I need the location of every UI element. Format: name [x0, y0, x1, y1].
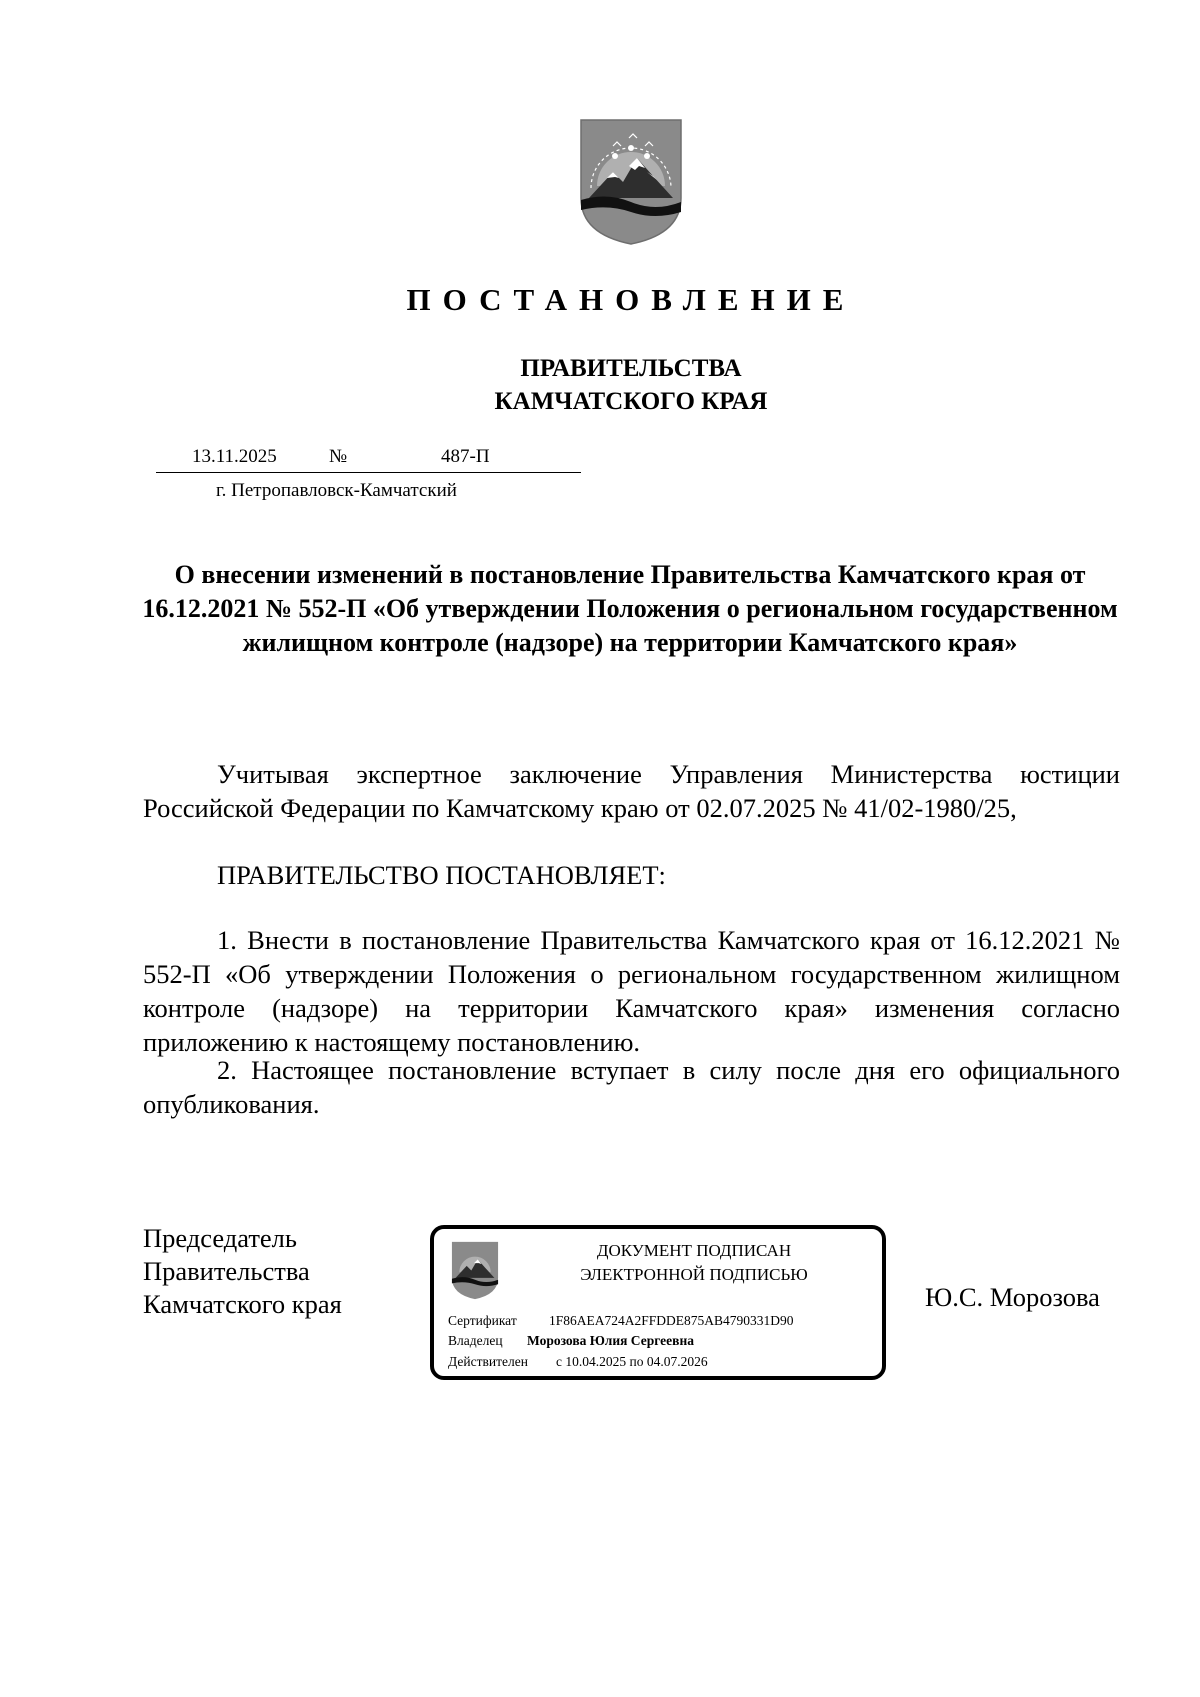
document-number: 487-П [441, 446, 490, 467]
intro-paragraph: Учитывая экспертное заключение Управления Министерства юстиции Российской Федерации по Камчатскому краю от 02.07.2025 № 41/02-1980/25, [143, 759, 1120, 823]
electronic-signature-stamp [430, 1225, 886, 1380]
owner-value: Морозова Юлия Сергеевна [527, 1333, 694, 1348]
stamp-validity-row [448, 1354, 708, 1370]
signer-position-line: Правительства [143, 1256, 310, 1286]
document-type-heading: ПОСТАНОВЛЕНИЕ [406, 282, 856, 317]
authority-line: ПРАВИТЕЛЬСТВА [520, 355, 742, 382]
signer-name: Ю.С. Морозова [925, 1282, 1100, 1312]
item-1-paragraph: 1. Внести в постановление Правительства Камчатского края от 16.12.2021 № 552-П «Об утверждении Положения о региональном государственном жилищном контроле (надзоре) на территории Камчатского края» изменения согласно приложению к настоящему постановлению. [143, 925, 1120, 1057]
certificate-value: 1F86AEA724A2FFDDE875AB4790331D90 [549, 1313, 794, 1328]
validity-value: с 10.04.2025 по 04.07.2026 [556, 1354, 708, 1369]
signer-position-line: Камчатского края [143, 1289, 342, 1319]
validity-label: Действителен [448, 1354, 528, 1369]
authority-line: КАМЧАТСКОГО КРАЯ [494, 388, 768, 415]
document-date: 13.11.2025 [192, 446, 277, 467]
stamp-heading [524, 1239, 864, 1287]
document-date-number-line [156, 446, 581, 473]
stamp-certificate-row [448, 1313, 794, 1329]
owner-label: Владелец [448, 1333, 503, 1348]
coat-of-arms-icon [577, 116, 685, 246]
item-2-paragraph: 2. Настоящее постановление вступает в силу после дня его официального опубликования. [143, 1055, 1120, 1119]
certificate-label: Сертификат [448, 1313, 517, 1328]
decree-paragraph: ПРАВИТЕЛЬСТВО ПОСТАНОВЛЯЕТ: [217, 860, 666, 890]
document-title: О внесении изменений в постановление Правительства Камчатского края от 16.12.2021 № 552-П «Об утверждении Положения о региональном государственном жилищном контроле (надзоре) на территории Камчатского края» [142, 560, 1118, 657]
stamp-heading-line: ДОКУМЕНТ ПОДПИСАН [596, 1241, 792, 1260]
stamp-emblem-icon [450, 1240, 500, 1300]
signer-position [143, 1222, 342, 1321]
number-sign: № [329, 446, 348, 467]
stamp-heading-line: ЭЛЕКТРОННОЙ ПОДПИСЬЮ [580, 1265, 808, 1284]
stamp-owner-row [448, 1333, 694, 1349]
issue-city: г. Петропавловск-Камчатский [216, 480, 457, 501]
issuing-authority [0, 352, 1200, 418]
signer-position-line: Председатель [143, 1223, 297, 1253]
